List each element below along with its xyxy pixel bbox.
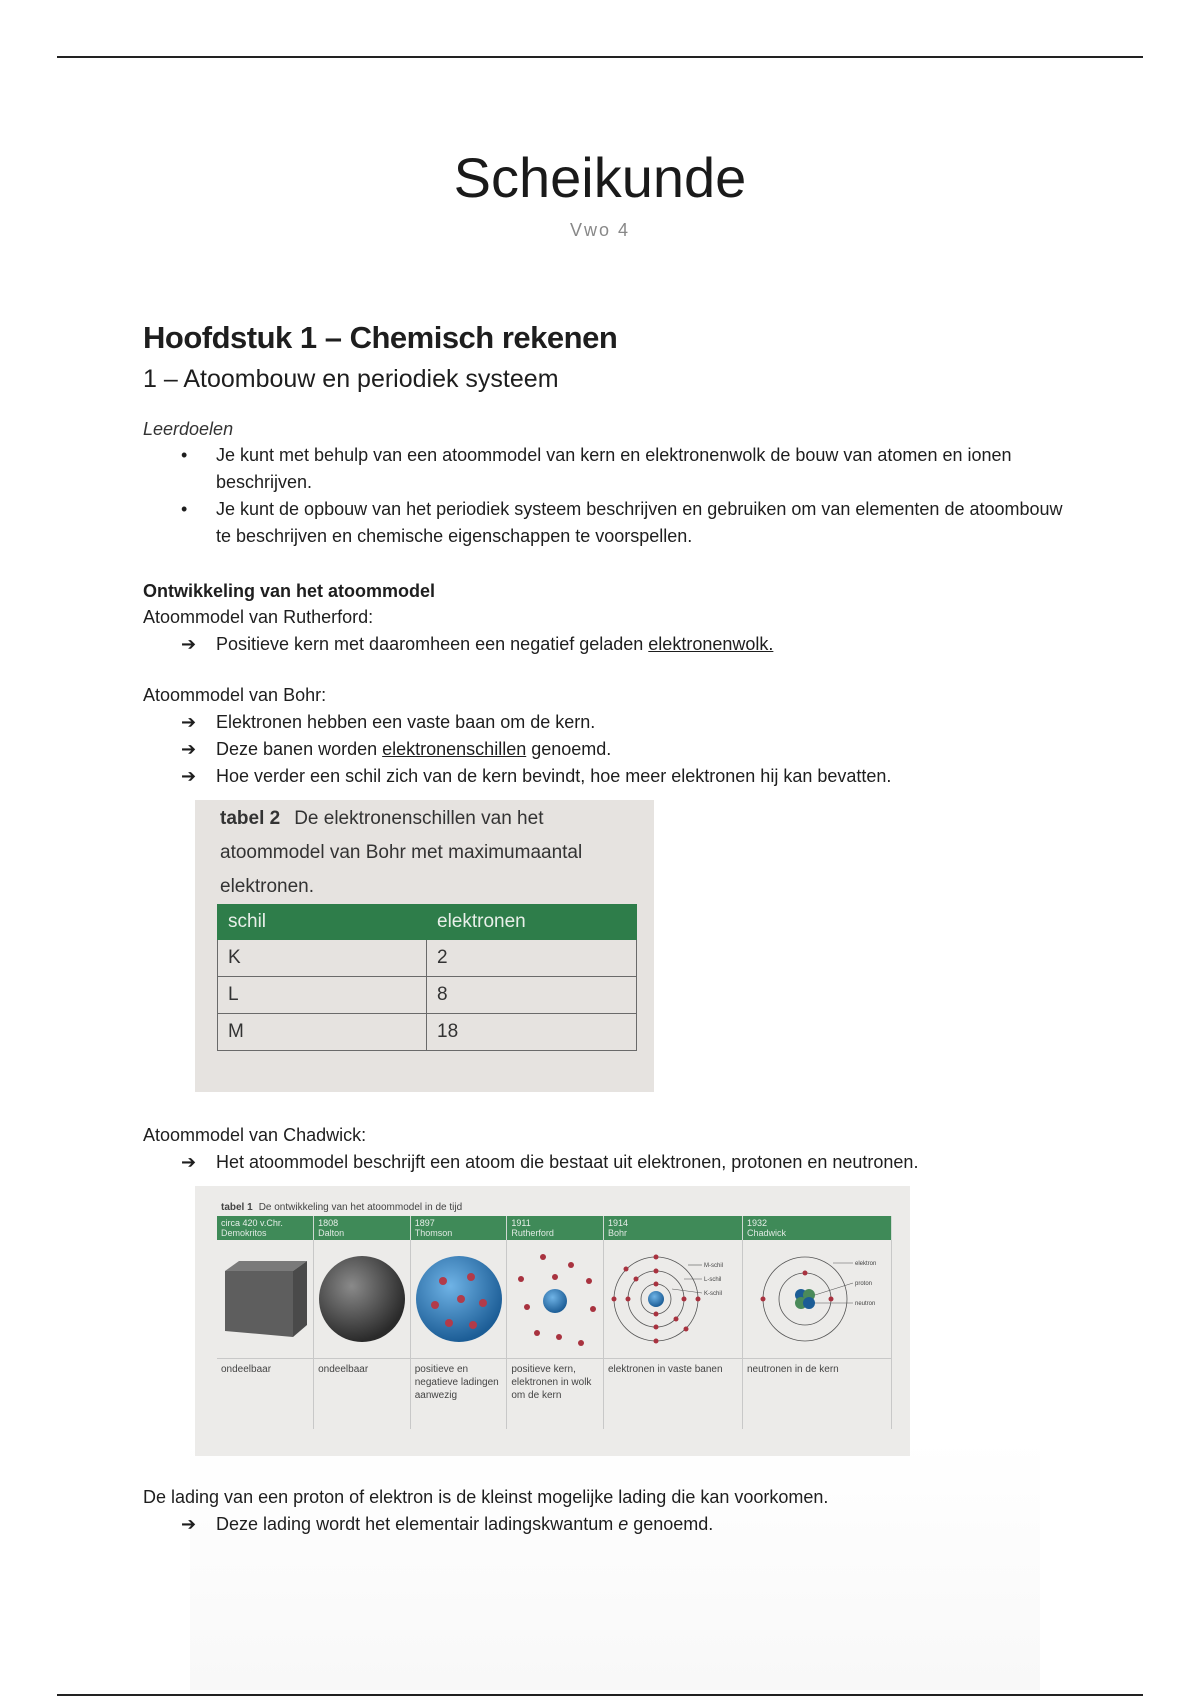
bohr-item: ➔ Elektronen hebben een vaste baan om de kern.: [143, 709, 1073, 736]
title-block: [0, 146, 1200, 241]
table-cell: ondeelbaar: [217, 1359, 314, 1430]
learning-goals-list: [143, 442, 1073, 550]
bohr-shell-label: L-schil: [704, 1277, 722, 1283]
table-cell: 8: [427, 977, 637, 1014]
table-cell: positieve kern, elektronen in wolk om de kern: [507, 1359, 604, 1430]
rutherford-item: ➔ Positieve kern met daaromheen een negatief geladen elektronenwolk.: [143, 631, 1073, 658]
charge-sentence: De lading van een proton of elektron is de kleinst mogelijke lading die kan voorkomen.: [143, 1487, 829, 1507]
bohr-shell-label: M-schil: [704, 1263, 723, 1269]
table-cell: [743, 1240, 892, 1359]
chadwick-model-icon: [749, 1249, 885, 1349]
table-cell: M: [218, 1014, 427, 1051]
bohr-label: Atoommodel van Bohr:: [143, 685, 327, 705]
chadwick-item: ➔ Het atoommodel beschrijft een atoom die bestaat uit elektronen, protonen en neutronen.: [143, 1149, 1073, 1176]
table-cell: [314, 1240, 411, 1359]
chadwick-part-label: elektron: [855, 1261, 877, 1267]
footer-rule: [57, 1694, 1143, 1696]
table2: [217, 904, 637, 1051]
table-header-cell: 1808 Dalton: [314, 1216, 411, 1240]
table-cell: [604, 1240, 743, 1359]
arrow-icon: ➔: [181, 712, 197, 732]
arrow-icon: ➔: [181, 1514, 197, 1534]
rutherford-list: [143, 631, 1073, 658]
table-header-cell: 1932 Chadwick: [743, 1216, 892, 1240]
table-cell: K: [218, 940, 427, 977]
underlined-term: elektronenwolk.: [648, 634, 774, 654]
chadwick-part-label: neutron: [855, 1301, 876, 1307]
table-cell: [410, 1240, 507, 1359]
table-cell: L: [218, 977, 427, 1014]
bohr-list: [143, 709, 1073, 790]
rutherford-model-icon: [509, 1249, 601, 1349]
bohr-item: ➔ Hoe verder een schil zich van de kern bevindt, hoe meer elektronen hij kan bevatten.: [143, 763, 1073, 790]
table-cell: ondeelbaar: [314, 1359, 411, 1430]
table-header-cell: circa 420 v.Chr. Demokritos: [217, 1216, 314, 1240]
solid-sphere-model-icon: [316, 1253, 408, 1345]
arrow-icon: ➔: [181, 739, 197, 759]
table-header-cell: schil: [218, 905, 427, 940]
header-rule: [57, 56, 1143, 58]
arrow-icon: ➔: [181, 634, 197, 654]
table-row: [217, 1359, 892, 1430]
table-header-row: [217, 1216, 892, 1240]
charge-block: [143, 1484, 1073, 1538]
table-row: [218, 1014, 637, 1051]
learning-goal-item: • Je kunt met behulp van een atoommodel van kern en elektronenwolk de bouw van atomen en ionen beschrijven.: [143, 442, 1073, 496]
development-block: [143, 578, 1073, 658]
table-cell: [507, 1240, 604, 1359]
document-content: [143, 318, 1073, 1538]
table-row: [218, 940, 637, 977]
underlined-term: elektronenschillen: [382, 739, 527, 759]
document-title: Scheikunde: [453, 146, 747, 209]
bohr-block: [143, 682, 1073, 790]
table1-photo: [195, 1186, 910, 1456]
table-header-cell: 1911 Rutherford: [507, 1216, 604, 1240]
table1-caption: tabel 1 De ontwikkeling van het atoommodel in de tijd: [221, 1202, 463, 1213]
table2-caption: tabel 2 De elektronenschillen van het atoommodel van Bohr met maximumaantal elektronen.: [220, 808, 583, 897]
table-header-row: [218, 905, 637, 940]
cube-model-icon: [219, 1259, 311, 1339]
bohr-item: ➔ Deze banen worden elektronenschillen genoemd.: [143, 736, 1073, 763]
learning-goal-item: • Je kunt de opbouw van het periodiek systeem beschrijven en gebruiken om van elementen de atoombouw te beschrijven en chemische eigenschappen te voorspellen.: [143, 496, 1073, 550]
charge-list: [143, 1511, 1073, 1538]
table-cell: neutronen in de kern: [743, 1359, 892, 1430]
bohr-model-icon: [610, 1249, 736, 1349]
table-cell: 2: [427, 940, 637, 977]
table2-photo: [195, 800, 654, 1092]
plum-pudding-model-icon: [413, 1253, 505, 1345]
table-header-cell: 1897 Thomson: [410, 1216, 507, 1240]
charge-item: ➔ Deze lading wordt het elementair ladingskwantum e genoemd.: [143, 1511, 1073, 1538]
table-header-cell: elektronen: [427, 905, 637, 940]
chadwick-label: Atoommodel van Chadwick:: [143, 1125, 367, 1145]
table-cell: elektronen in vaste banen: [604, 1359, 743, 1430]
development-heading: Ontwikkeling van het atoommodel: [143, 581, 436, 601]
table-cell: positieve en negatieve ladingen aanwezig: [410, 1359, 507, 1430]
charge-symbol: e: [618, 1514, 629, 1534]
section-title: 1 – Atoombouw en periodiek systeem: [143, 365, 559, 393]
chapter-title: Hoofdstuk 1 – Chemisch rekenen: [143, 320, 618, 355]
document-subtitle: Vwo 4: [569, 220, 631, 240]
bohr-shell-label: K-schil: [704, 1291, 723, 1297]
chadwick-part-label: proton: [855, 1281, 873, 1287]
table-row: [217, 1240, 892, 1359]
chadwick-block: [143, 1122, 1073, 1176]
table1: [217, 1216, 892, 1429]
table-cell: [217, 1240, 314, 1359]
learning-goals-label: Leerdoelen: [143, 419, 234, 439]
table-header-cell: 1914 Bohr: [604, 1216, 743, 1240]
chadwick-list: [143, 1149, 1073, 1176]
arrow-icon: ➔: [181, 1152, 197, 1172]
table-cell: 18: [427, 1014, 637, 1051]
arrow-icon: ➔: [181, 766, 197, 786]
rutherford-label: Atoommodel van Rutherford:: [143, 607, 374, 627]
table-row: [218, 977, 637, 1014]
